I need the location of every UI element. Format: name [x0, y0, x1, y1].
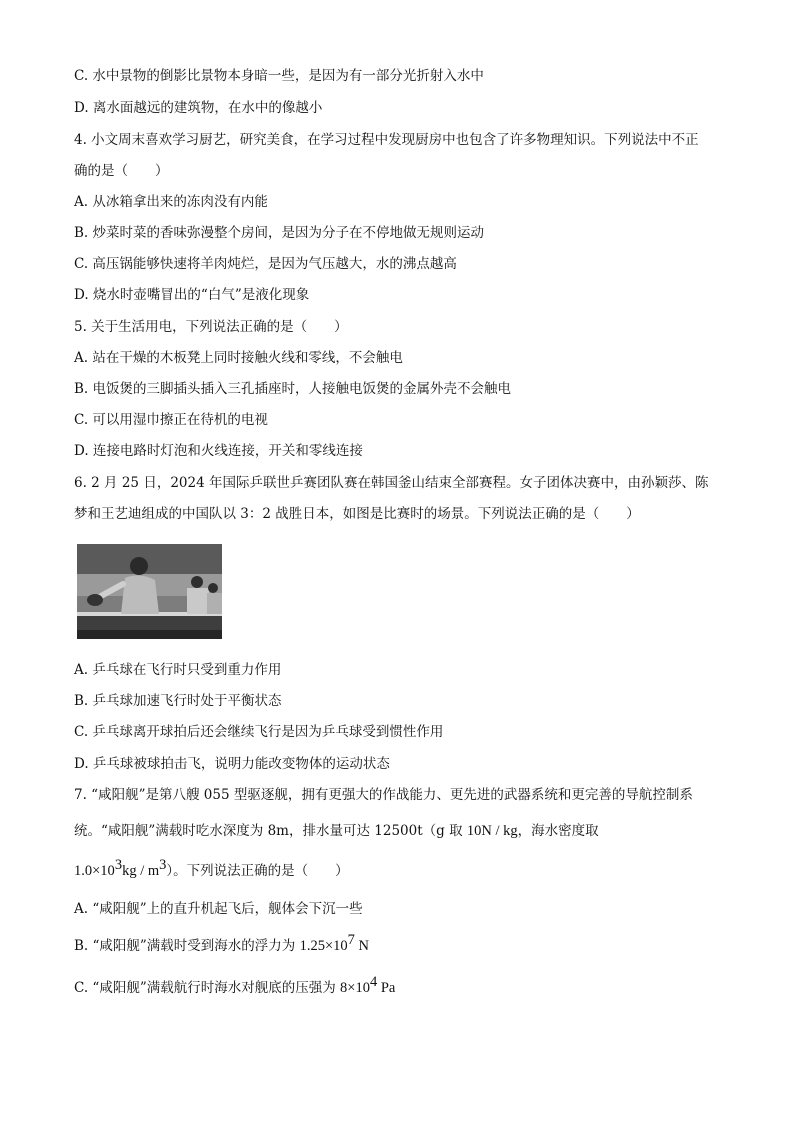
option-3c: C. 水中景物的倒影比景物本身暗一些，是因为有一部分光折射入水中	[74, 68, 484, 84]
formula-density-base: 1.0×10	[74, 863, 115, 879]
option-6d: D. 乒乓球被球拍击飞，说明力能改变物体的运动状态	[74, 756, 390, 772]
option-7b	[74, 932, 370, 955]
question-7-text-1: 统。“咸阳舰”满载时吃水深度为 8m，排水量可达 12500t（g 取	[74, 823, 467, 839]
formula-buoyancy-exp: 7	[347, 932, 355, 948]
formula-buoyancy-base: 1.25×10	[299, 938, 348, 954]
option-7a: A. “咸阳舰”上的直升机起飞后，舰体会下沉一些	[74, 901, 363, 917]
option-5b: B. 电饭煲的三脚插头插入三孔插座时，人接触电饭煲的金属外壳不会触电	[74, 381, 512, 397]
option-4d: D. 烧水时壶嘴冒出的“白气”是液化现象	[74, 287, 310, 303]
formula-density-unit-exp: 3	[159, 857, 167, 873]
option-3d: D. 离水面越远的建筑物，在水中的像越小	[74, 100, 323, 116]
question-4-stem: 4. 小文周末喜欢学习厨艺，研究美食，在学习过程中发现厨房中也包含了许多物理知识。下列说法中不正	[74, 132, 699, 148]
question-7-text-3: ）。下列说法正确的是（ ）	[166, 863, 349, 879]
option-4a: A. 从冰箱拿出来的冻肉没有内能	[74, 194, 268, 210]
table-tennis-photo	[77, 544, 222, 639]
option-5c: C. 可以用湿巾擦正在待机的电视	[74, 412, 268, 428]
option-7c-text: C. “咸阳舰”满载航行时海水对舰底的压强为	[74, 980, 341, 996]
formula-density-exp: 3	[114, 857, 123, 873]
formula-g: 10N / kg	[466, 823, 518, 839]
formula-pressure-exp: 4	[369, 974, 378, 990]
formula-pressure-unit: Pa	[377, 980, 396, 996]
option-4b: B. 炒菜时菜的香味弥漫整个房间，是因为分子在不停地做无规则运动	[74, 225, 485, 241]
question-6-stem: 6. 2 月 25 日，2024 年国际乒联世乒赛团队赛在韩国釜山结束全部赛程。女子团体决赛中，由孙颖莎、陈	[74, 475, 709, 491]
question-6-stem-cont: 梦和王艺迪组成的中国队以 3：2 战胜日本，如图是比赛时的场景。下列说法正确的是（ ）	[74, 506, 640, 522]
formula-density-unit: kg / m	[122, 863, 160, 879]
question-4-stem-cont: 确的是（ ）	[74, 163, 169, 179]
question-7-stem-cont	[74, 822, 599, 840]
option-6a: A. 乒乓球在飞行时只受到重力作用	[74, 662, 282, 678]
option-6c: C. 乒乓球离开球拍后还会继续飞行是因为乒乓球受到惯性作用	[74, 724, 444, 740]
question-7-stem-density	[74, 857, 349, 880]
option-7b-text: B. “咸阳舰”满载时受到海水的浮力为	[74, 938, 300, 954]
table-tennis-photo-graphic	[77, 544, 222, 639]
option-7c	[74, 974, 396, 997]
question-7-stem: 7. “咸阳舰”是第八艘 055 型驱逐舰，拥有更强大的作战能力、更先进的武器系统和更完善的导航控制系	[74, 787, 693, 803]
option-4c: C. 高压锅能够快速将羊肉炖烂，是因为气压越大，水的沸点越高	[74, 256, 457, 272]
option-5a: A. 站在干燥的木板凳上同时接触火线和零线，不会触电	[74, 350, 403, 366]
option-5d: D. 连接电路时灯泡和火线连接，开关和零线连接	[74, 443, 363, 459]
question-7-text-2: ，海水密度取	[517, 823, 599, 839]
formula-buoyancy-unit: N	[354, 938, 370, 954]
formula-pressure-base: 8×10	[340, 980, 370, 996]
question-5-stem: 5. 关于生活用电，下列说法正确的是（ ）	[74, 319, 348, 335]
option-6b: B. 乒乓球加速飞行时处于平衡状态	[74, 693, 282, 709]
